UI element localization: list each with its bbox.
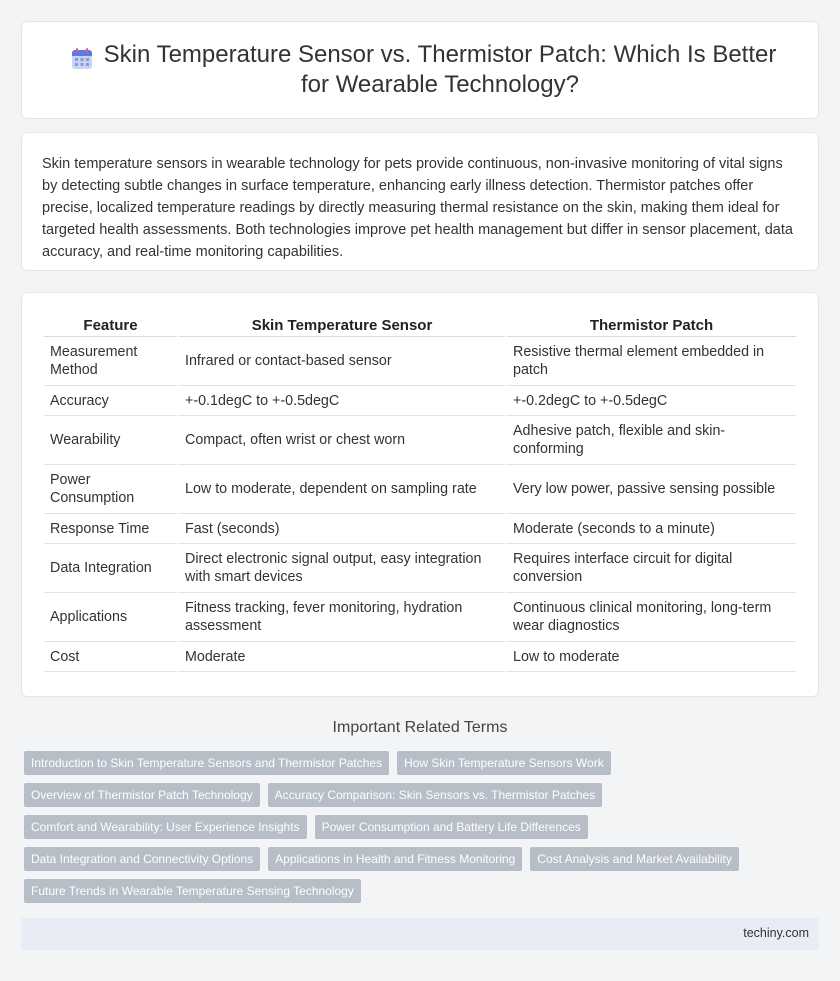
feature-cell: Applications	[44, 593, 177, 642]
related-terms-list	[24, 751, 784, 903]
thermistor-cell: Resistive thermal element embedded in patch	[507, 337, 796, 386]
thermistor-cell: Moderate (seconds to a minute)	[507, 514, 796, 544]
feature-cell: Data Integration	[44, 544, 177, 593]
feature-cell: Power Consumption	[44, 465, 177, 514]
related-term-tag[interactable]: Introduction to Skin Temperature Sensors and Thermistor Patches	[24, 751, 389, 775]
related-terms-heading: Important Related Terms	[332, 719, 508, 736]
thermistor-cell: Low to moderate	[507, 642, 796, 672]
table-row	[44, 416, 796, 465]
table-row	[44, 514, 796, 544]
feature-cell: Cost	[44, 642, 177, 672]
feature-cell: Response Time	[44, 514, 177, 544]
intro-paragraph: Skin temperature sensors in wearable technology for pets provide continuous, non-invasive monitoring of vital signs by detecting subtle changes in surface temperature, enhancing early illness detection. Thermistor patches offer precise, localized temperature readings by directly measuring thermal resistance on the skin, making them ideal for targeted health assessments. Both technologies improve pet health management but differ in sensor placement, data accuracy, and real-time monitoring capabilities.	[42, 156, 793, 260]
related-term-tag[interactable]: Data Integration and Connectivity Options	[24, 847, 260, 871]
skin-sensor-cell: Fast (seconds)	[179, 514, 505, 544]
thermistor-cell: Continuous clinical monitoring, long-term wear diagnostics	[507, 593, 796, 642]
related-term-tag[interactable]: Cost Analysis and Market Availability	[530, 847, 739, 871]
feature-cell: Measurement Method	[44, 337, 177, 386]
thermistor-cell: Very low power, passive sensing possible	[507, 465, 796, 514]
table-row	[44, 593, 796, 642]
table-row	[44, 642, 796, 672]
table-row	[44, 544, 796, 593]
intro-card	[21, 132, 819, 271]
header-feature: Feature	[44, 315, 177, 337]
skin-sensor-cell: Fitness tracking, fever monitoring, hydration assessment	[179, 593, 505, 642]
skin-sensor-cell: +-0.1degC to +-0.5degC	[179, 386, 505, 416]
footer	[21, 918, 819, 950]
related-term-tag[interactable]: Accuracy Comparison: Skin Sensors vs. Thermistor Patches	[268, 783, 603, 807]
related-term-tag[interactable]: Power Consumption and Battery Life Differences	[315, 815, 588, 839]
skin-sensor-cell: Compact, often wrist or chest worn	[179, 416, 505, 465]
comparison-card	[21, 292, 819, 697]
feature-cell: Accuracy	[44, 386, 177, 416]
calendar-icon	[70, 47, 94, 71]
related-term-tag[interactable]: Applications in Health and Fitness Monitoring	[268, 847, 522, 871]
page-title: Skin Temperature Sensor vs. Thermistor Patch: Which Is Better for Wearable Technology?	[103, 41, 777, 98]
comparison-table	[42, 315, 798, 672]
thermistor-cell: Requires interface circuit for digital conversion	[507, 544, 796, 593]
related-term-tag[interactable]: Comfort and Wearability: User Experience Insights	[24, 815, 307, 839]
table-row	[44, 386, 796, 416]
thermistor-cell: +-0.2degC to +-0.5degC	[507, 386, 796, 416]
header-skin-sensor: Skin Temperature Sensor	[179, 315, 505, 337]
skin-sensor-cell: Low to moderate, dependent on sampling rate	[179, 465, 505, 514]
thermistor-cell: Adhesive patch, flexible and skin-conforming	[507, 416, 796, 465]
table-row	[44, 337, 796, 386]
table-row	[44, 465, 796, 514]
title-card	[21, 21, 819, 119]
skin-sensor-cell: Direct electronic signal output, easy integration with smart devices	[179, 544, 505, 593]
skin-sensor-cell: Moderate	[179, 642, 505, 672]
header-thermistor: Thermistor Patch	[507, 315, 796, 337]
skin-sensor-cell: Infrared or contact-based sensor	[179, 337, 505, 386]
related-term-tag[interactable]: Future Trends in Wearable Temperature Sensing Technology	[24, 879, 361, 903]
related-term-tag[interactable]: How Skin Temperature Sensors Work	[397, 751, 611, 775]
feature-cell: Wearability	[44, 416, 177, 465]
related-term-tag[interactable]: Overview of Thermistor Patch Technology	[24, 783, 260, 807]
table-header-row	[44, 315, 796, 337]
footer-site-name[interactable]: techiny.com	[743, 926, 809, 940]
